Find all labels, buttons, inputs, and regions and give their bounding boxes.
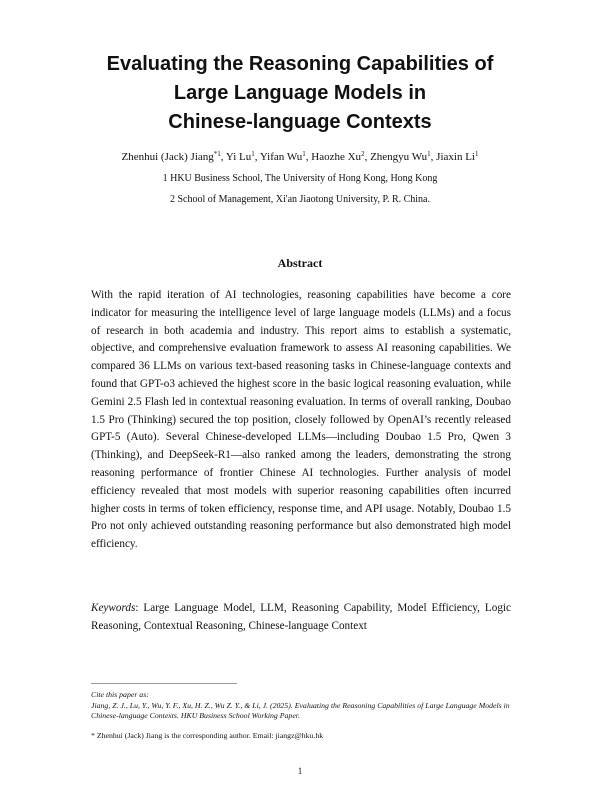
author-name: Yifan Wu <box>259 151 303 163</box>
author-name: Zhengyu Wu <box>370 151 428 163</box>
affiliation-2: 2 School of Management, Xi'an Jiaotong University, P. R. China. <box>169 194 430 205</box>
author-affiliation-mark: *1 <box>213 150 221 158</box>
author-list: Zhenhui (Jack) Jiang$^{*1}$, Yi Lu$^1$, Yifan Wu$^1$, Haozhe Xu$^2$, Zhengyu Wu$^1$, Jiaxin Li$^1$ <box>121 150 479 163</box>
author-affiliation-mark: 2 <box>361 150 365 158</box>
author-name: Haozhe Xu <box>311 151 362 163</box>
author-affiliation-mark: 1 <box>474 150 479 158</box>
author-affiliation-mark: 1 <box>251 150 255 158</box>
keywords <box>91 599 511 635</box>
citation-text: Jiang, Z. J., Lu, Y., Wu, Y. F., Xu, H. Z., Wu Z. Y., & Li, J. (2025). Evaluating the Reasoning Capabilities of Large Language Models in Chinese-language Contexts. HKU Business School Working Paper. <box>91 700 510 720</box>
citation-footnote <box>91 690 511 722</box>
affiliation-1: 1 HKU Business School, The University of Hong Kong, Hong Kong <box>162 173 438 184</box>
author-name: Zhenhui (Jack) Jiang <box>121 151 214 163</box>
paper-title <box>0 50 600 137</box>
corresponding-author-note: * Zhenhui (Jack) Jiang is the corresponding author. Email: jiangz@hku.hk <box>91 731 324 740</box>
author-affiliation-mark: 1 <box>427 150 431 158</box>
citation-label: Cite this paper as: <box>91 690 149 699</box>
author-name: Jiaxin Li <box>436 151 475 163</box>
author-name: Yi Lu <box>225 151 252 163</box>
page-number: 1 <box>297 766 303 776</box>
title-line: Evaluating the Reasoning Capabilities of <box>106 53 494 75</box>
title-line: Chinese-language Contexts <box>168 111 432 133</box>
author-affiliation-mark: 1 <box>302 150 306 158</box>
title-line: Large Language Models in <box>173 82 427 104</box>
abstract-heading: Abstract <box>277 256 323 270</box>
footnote-divider <box>91 683 237 684</box>
keywords-label: Keywords <box>91 602 136 614</box>
abstract-body: With the rapid iteration of AI technologies, reasoning capabilities have become a core indicator for measuring the intelligence level of large language models (LLMs) and a focus of research in both academia and industry. This report aims to establish a systematic, objective, and comprehensive evaluation framework to assess AI reasoning capabilities. We compared 36 LLMs on various text-based reasoning tasks in Chinese-language contexts and found that GPT-o3 achieved the highest score in the basic logical reasoning evaluation, while Gemini 2.5 Flash led in contextual reasoning evaluation. In terms of overall ranking, Doubao 1.5 Pro (Thinking) secured the top position, closely followed by OpenAI’s recently released GPT-5 (Auto). Several Chinese-developed LLMs—including Doubao 1.5 Pro, Qwen 3 (Thinking), and DeepSeek-R1—also ranked among the leaders, demonstrating the strong reasoning performance of frontier Chinese AI technologies. Further analysis of model efficiency revealed that most models with superior reasoning capabilities often incurred higher costs in terms of token efficiency, response time, and API usage. Notably, Doubao 1.5 Pro not only achieved outstanding reasoning performance but also demonstrated high model efficiency. <box>91 289 511 551</box>
keywords-text: : Large Language Model, LLM, Reasoning Capability, Model Efficiency, Logic Reasoning, Contextual Reasoning, Chinese-language Context <box>91 602 511 632</box>
